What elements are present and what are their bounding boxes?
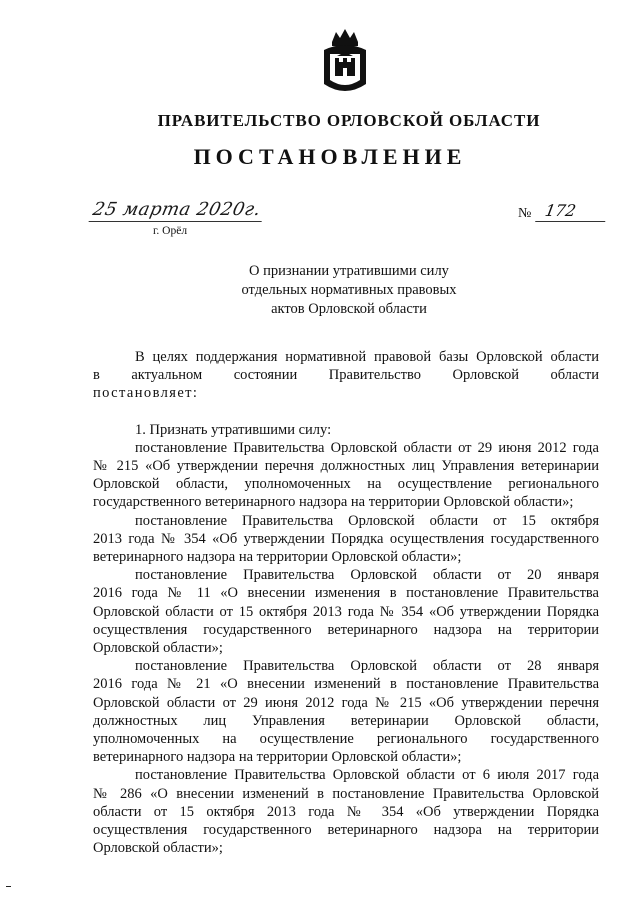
act-line: ветеринарного надзора на территории Орловской области»; xyxy=(93,549,462,566)
act-line: постановление Правительства Орловской области от 29 июня 2012 года xyxy=(135,439,599,456)
act-line: Орловской области, уполномоченных на осуществление регионального xyxy=(93,476,599,493)
act-line: постановление Правительства Орловской области от 20 января xyxy=(135,567,599,584)
document-number: 172 xyxy=(535,201,609,222)
act-item xyxy=(93,766,599,857)
act-line: постановление Правительства Орловской области от 6 июля 2017 года xyxy=(135,767,599,784)
preamble-decision-word: постановляет: xyxy=(93,385,199,402)
act-line: 2013 года № 354 «Об утверждении Порядка осуществления государственного xyxy=(93,530,599,547)
document-body xyxy=(93,348,599,857)
act-line: Орловской области»; xyxy=(93,640,223,657)
act-line: государственного ветеринарного надзора на территории Орловской области»; xyxy=(93,494,574,511)
document-subject xyxy=(0,262,640,319)
act-line: 2016 года № 11 «О внесении изменения в постановление Правительства xyxy=(93,585,599,602)
preamble-line: В целях поддержания нормативной правовой базы Орловской области xyxy=(135,349,599,365)
act-line: уполномоченных на осуществление регионального государственного xyxy=(93,731,599,748)
act-item xyxy=(93,439,599,512)
act-line: № 215 «Об утверждении перечня должностных лиц Управления ветеринарии xyxy=(93,458,599,475)
act-line: № 286 «О внесении изменений в постановление Правительства Орловской xyxy=(93,785,599,802)
subject-line: отдельных нормативных правовых xyxy=(241,282,457,298)
preamble-paragraph xyxy=(93,348,599,403)
subject-line: актов Орловской области xyxy=(271,301,427,317)
document-type-title: ПОСТАНОВЛЕНИЕ xyxy=(193,144,467,169)
act-line: 2016 года № 21 «О внесении изменений в постановление Правительства xyxy=(93,676,599,693)
item-1-title: 1. Признать утратившими силу: xyxy=(135,421,332,438)
act-line: Орловской области от 29 июня 2012 года № 215 «Об утверждении перечня xyxy=(93,694,599,711)
act-line: ветеринарного надзора на территории Орловской области»; xyxy=(93,749,462,766)
government-title: ПРАВИТЕЛЬСТВО ОРЛОВСКОЙ ОБЛАСТИ xyxy=(157,111,541,130)
act-line: постановление Правительства Орловской области от 28 января xyxy=(135,658,599,675)
coat-of-arms-emblem xyxy=(322,28,368,94)
act-line: осуществления государственного ветеринарного надзора на территории xyxy=(93,822,599,839)
act-item xyxy=(93,566,599,657)
act-line: постановление Правительства Орловской области от 15 октября xyxy=(135,512,599,529)
act-line: области от 15 октября 2013 года № 354 «Об утверждении Порядка xyxy=(93,803,599,820)
preamble-line: в актуальном состоянии Правительство Орловской области xyxy=(93,367,599,384)
document-number-label: № xyxy=(518,206,532,221)
act-item xyxy=(93,657,599,766)
act-item xyxy=(93,512,599,567)
document-city: г. Орёл xyxy=(153,225,188,237)
document-date: 25 марта 2020г. xyxy=(89,199,267,222)
margin-mark xyxy=(6,886,11,887)
subject-line: О признании утратившими силу xyxy=(249,263,449,279)
act-line: Орловской области»; xyxy=(93,840,223,857)
act-line: должностных лиц Управления ветеринарии Орловской области, xyxy=(93,712,599,729)
act-line: осуществления государственного ветеринарного надзора на территории xyxy=(93,621,599,638)
act-line: Орловской области от 15 октября 2013 года № 354 «Об утверждении Порядка xyxy=(93,603,599,620)
